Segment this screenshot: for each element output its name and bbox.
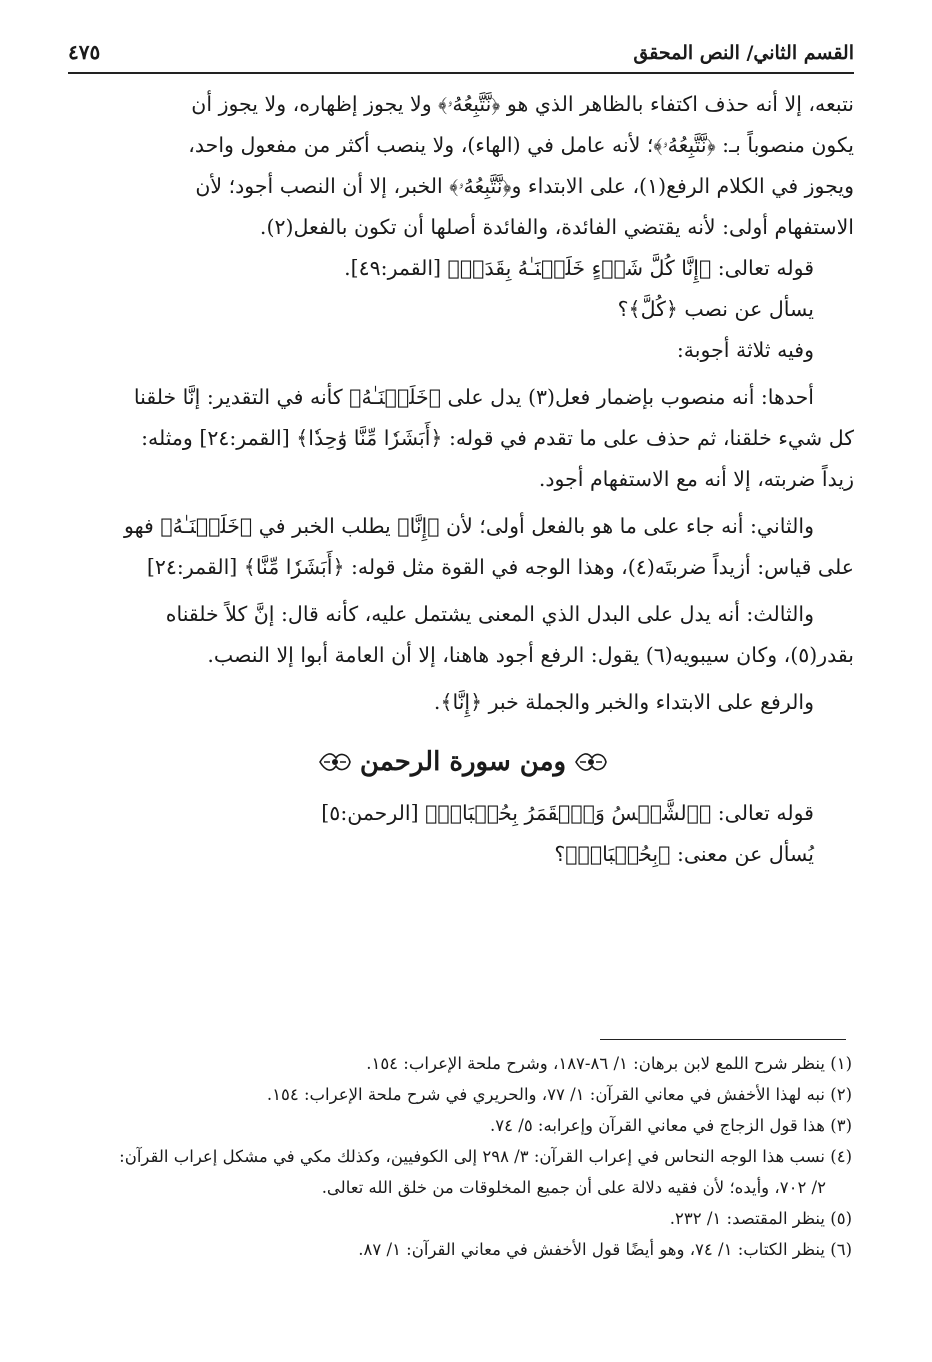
ornament-left-icon — [318, 750, 352, 774]
answer-second-line: على قياس: أزيداً ضربتَه(٤)، وهذا الوجه في القوة مثل قوله: ﴿أَبَشَرٗا مِّنَّا﴾ [القمر:٢٤] — [146, 555, 854, 579]
footnote-continuation: ٢/ ٧٠٢، وأيده؛ لأن فقيه دلالة على أن جميع المخلوقات من خلق الله تعالى. — [321, 1178, 826, 1197]
question-line: يسأل عن نصب ﴿كُلَّ﴾؟ — [617, 297, 814, 321]
header-rule — [68, 72, 854, 74]
footnote: (٤) نسب هذا الوجه النحاس في إعراب القرآن: ٣/ ٢٩٨ إلى الكوفيين، وكذلك مكي في مشكل إعراب القرآن: — [119, 1147, 852, 1166]
answer-third-line: والثالث: أنه يدل على البدل الذي المعنى يشتمل عليه، كأنه قال: إنَّ كلاً خلقناه — [165, 602, 814, 626]
page-number: ٤٧٥ — [68, 40, 101, 64]
verse-citation: قوله تعالى: ﴿ٱلشَّمۡسُ وَٱلۡقَمَرُ بِحُسۡبَانٖ﴾ [الرحمن:٥] — [321, 801, 814, 825]
answer-first-line: أحدها: أنه منصوب بإضمار فعل(٣) يدل على ﴿خَلَقۡنَـٰهُ﴾ كأنه في التقدير: إنَّا خلقنا — [133, 385, 814, 409]
text-line: نتبعه، إلا أنه حذف اكتفاء بالظاهر الذي هو ﴿نَّتَّبِعُهُۥ﴾ ولا يجوز إظهاره، ولا يجوز أن — [191, 92, 854, 116]
surah-title: ومن سورة الرحمن — [359, 747, 567, 777]
surah-heading-block — [72, 747, 854, 777]
answer-first-line: زيداً ضربته، إلا أنه مع الاستفهام أجود. — [538, 467, 854, 491]
footnote: (٥) ينظر المقتصد: ١/ ٢٣٢. — [669, 1209, 852, 1228]
footnote: (٢) نبه لهذا الأخفش في معاني القرآن: ١/ ٧٧، والحريري في شرح ملحة الإعراب: ١٥٤. — [266, 1085, 852, 1104]
footnote-rule — [600, 1039, 846, 1040]
footnote: (٣) هذا قول الزجاج في معاني القرآن وإعرابه: ٥/ ٧٤. — [490, 1116, 852, 1135]
answers-intro: وفيه ثلاثة أجوبة: — [676, 338, 814, 362]
text-line: الاستفهام أولى: لأنه يقتضي الفائدة، والفائدة أصلها أن تكون بالفعل(٢). — [259, 215, 854, 239]
text-line: يكون منصوباً بـ: ﴿نَّتَّبِعُهُۥ﴾؛ لأنه عامل في (الهاء)، ولا ينصب أكثر من مفعول واحد، — [188, 133, 854, 157]
answer-third-line: بقدر(٥)، وكان سيبويه(٦) يقول: الرفع أجود هاهنا، إلا أن العامة أبوا إلا النصب. — [207, 643, 854, 667]
page-header — [68, 30, 854, 64]
ornament-right-icon — [574, 750, 608, 774]
surah-heading — [318, 747, 608, 777]
text-line: ويجوز في الكلام الرفع(١)، على الابتداء و﴿نَّتَّبِعُهُۥ﴾ الخبر، إلا أن النصب أجود؛ لأن — [195, 174, 854, 198]
verse-citation: قوله تعالى: ﴿إِنَّا كُلَّ شَيۡءٍ خَلَقۡنَـٰهُ بِقَدَرٖ﴾ [القمر:٤٩]. — [344, 256, 814, 280]
raf-line: والرفع على الابتداء والخبر والجملة خبر ﴿إِنَّا﴾. — [433, 690, 814, 714]
footnotes — [72, 1048, 852, 1265]
footnote: (٦) ينظر الكتاب: ١/ ٧٤، وهو أيضًا قول الأخفش في معاني القرآن: ١/ ٨٧. — [358, 1240, 852, 1259]
question-line: يُسأل عن معنى: ﴿بِحُسۡبَانٖ﴾؟ — [554, 842, 814, 866]
answer-second-line: والثاني: أنه جاء على ما هو بالفعل أولى؛ لأن ﴿إِنَّا﴾ يطلب الخبر في ﴿خَلَقۡنَـٰهُ﴾ فهو — [124, 514, 814, 538]
footnote: (١) ينظر شرح اللمع لابن برهان: ١/ ٨٦-١٨٧، وشرح ملحة الإعراب: ١٥٤. — [366, 1054, 852, 1073]
answer-first-line: كل شيء خلقنا، ثم حذف على ما تقدم في قوله: ﴿أَبَشَرٗا مِّنَّا وَٰحِدٗا﴾ [القمر:٢٤] ومثله: — [141, 426, 854, 450]
main-text — [72, 84, 854, 875]
running-title: القسم الثاني/ النص المحقق — [633, 42, 854, 64]
